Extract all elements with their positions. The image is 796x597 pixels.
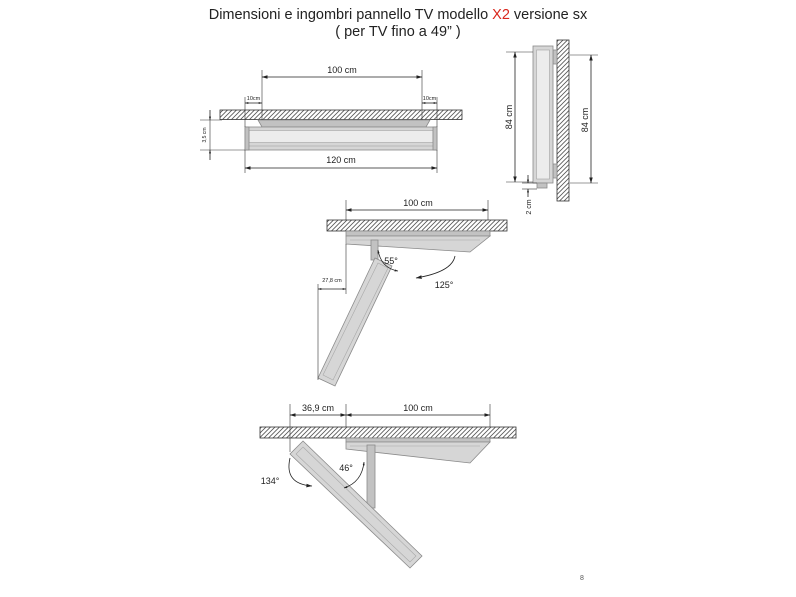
wall-section [327, 220, 507, 231]
angle-label-inner: 46° [339, 463, 353, 473]
hinge-arm [371, 240, 378, 260]
panel-inner-face [249, 131, 433, 143]
mounting-plate [346, 438, 490, 442]
wall-bracket [346, 236, 490, 252]
angle-label-outer: 125° [434, 280, 454, 290]
title-subtitle: ( per TV fino a 49” ) [335, 24, 461, 40]
wall-section [557, 40, 569, 201]
panel-bottom-lip [537, 183, 547, 188]
panel-end-cap-right [433, 127, 437, 150]
wall-bracket-top [553, 50, 557, 64]
side-view [504, 40, 598, 215]
title-prefix: Dimensioni e ingombri pannello TV modello [208, 7, 493, 23]
angle-arc-outer [416, 256, 455, 278]
wall-section [220, 110, 462, 120]
dimension-label-right-offset: 10cm [422, 96, 437, 102]
mounting-plate [346, 231, 490, 236]
rotated-panel [290, 441, 422, 568]
rotated-view-1 [318, 198, 507, 386]
rotated-view-2 [260, 403, 516, 568]
top-view [200, 65, 462, 173]
title-model-code: X2 [492, 7, 510, 23]
dimension-label-wall-height: 84 cm [580, 107, 590, 133]
angle-label-outer: 134° [260, 476, 280, 486]
page-number: 8 [580, 575, 584, 582]
dimension-label-offset: 36,9 cm [301, 403, 335, 413]
dimension-label-width: 100 cm [403, 198, 433, 208]
wall-bracket [258, 120, 430, 127]
dimension-label-overall-width: 120 cm [326, 155, 356, 165]
dimension-label-bottom-gap: 2 cm [526, 199, 533, 215]
angle-label-inner: 55° [384, 256, 398, 266]
hinge-arm [367, 445, 375, 508]
panel-inner-face [537, 50, 550, 179]
panel-end-cap-left [245, 127, 249, 150]
wall-section [260, 427, 516, 438]
dimension-label-width: 100 cm [327, 65, 357, 75]
wall-bracket-bottom [553, 164, 557, 178]
dimension-label-offset: 27,8 cm [322, 278, 342, 284]
dimension-label-left-offset: 10cm [246, 96, 261, 102]
dimension-label-width: 100 cm [403, 403, 433, 413]
dimension-label-depth: 3,5 cm [202, 127, 208, 143]
title-suffix: versione sx [509, 7, 588, 23]
dimension-label-panel-height: 84 cm [504, 104, 514, 130]
